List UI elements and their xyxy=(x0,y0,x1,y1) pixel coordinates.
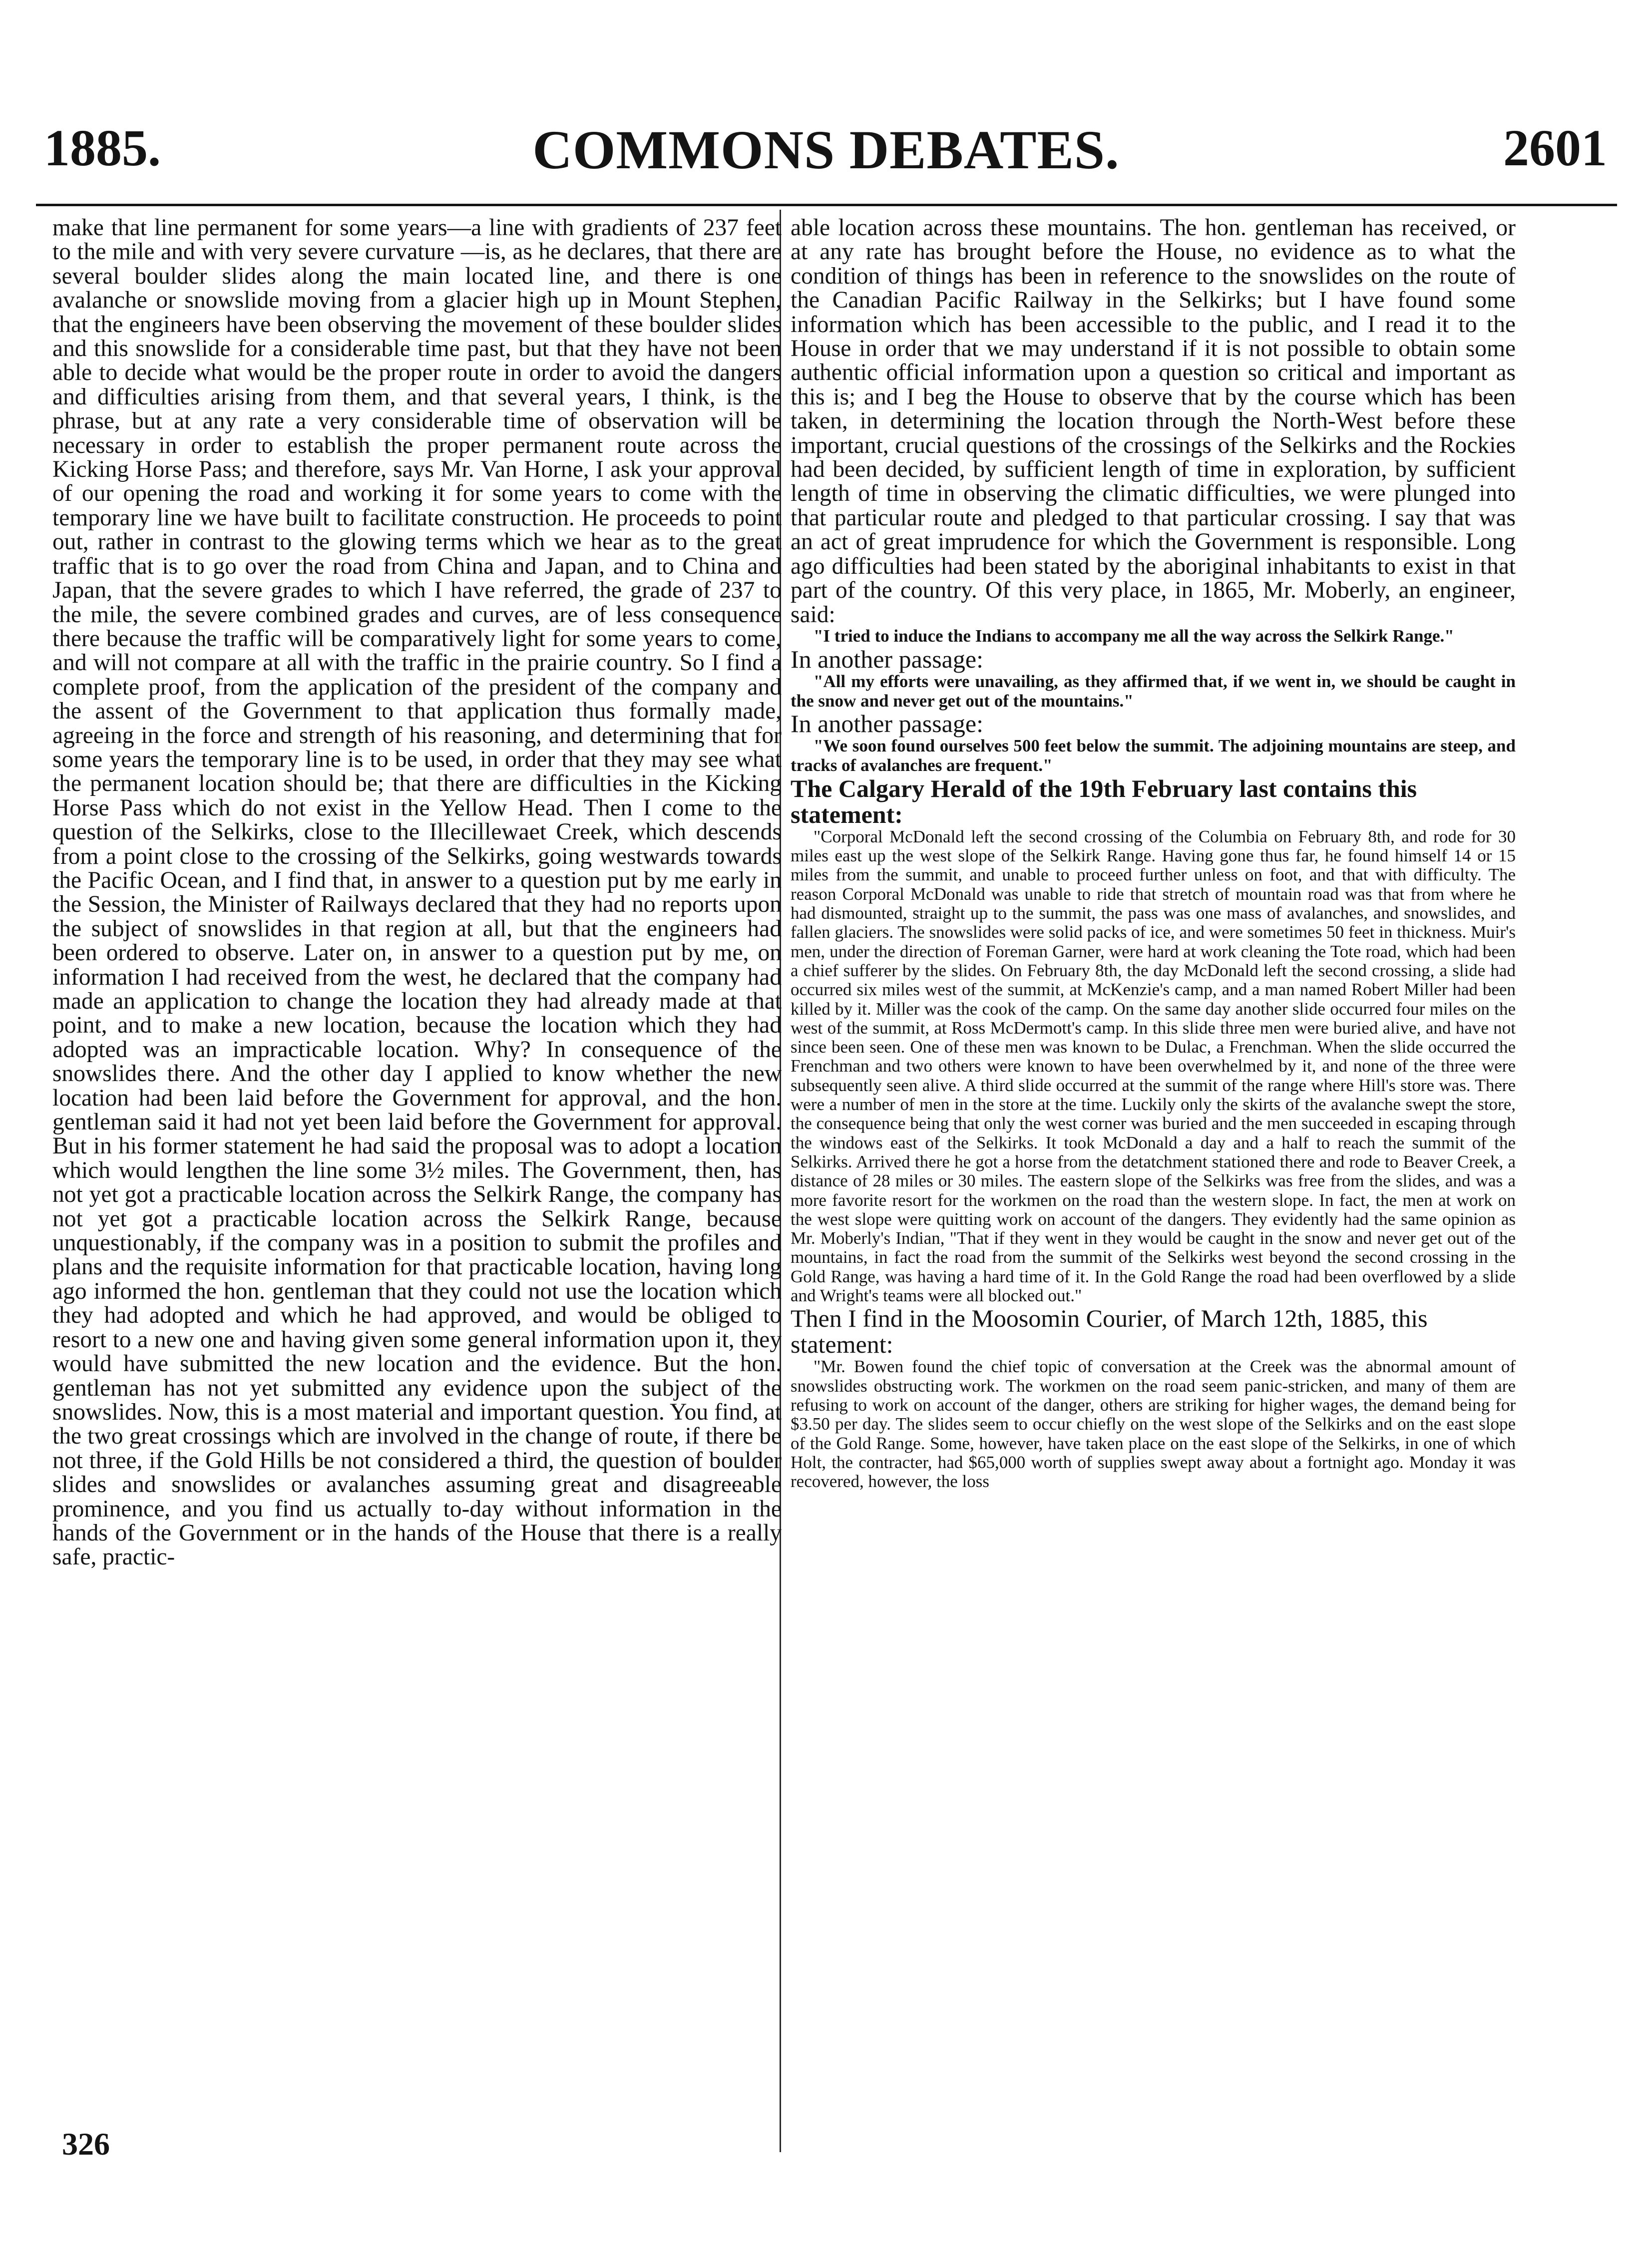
intro-moosomin-courier: Then I find in the Moosomin Courier, of March 12th, 1885, this statement: xyxy=(791,1304,1428,1359)
header-rule xyxy=(36,204,1617,206)
quote-calgary-herald: "Corporal McDonald left the second crossing of the Columbia on February 8th, and rode for 30 miles east up the west slope of the Selkirk Range. Having gone thus far, he found himself 14 or 15 miles from the summit, and unable to proceed further unless on foot, and that with difficulty. The reason Corporal McDonald was unable to ride that stretch of mountain road was that from where he had dismounted, straight up to the summit, the pass was one mass of avalanches, and snowslides, and fallen glaciers. The snowslides were solid packs of ice, and were sometimes 50 feet in thickness. Muir's men, under the direction of Foreman Garner, were hard at work cleaning the Tote road, which had been a chief sufferer by the slides. On February 8th, the day McDonald left the second crossing, a slide had occurred six miles west of the summit, at McKenzie's camp, and a man named Robert Miller had been killed by it. Miller was the cook of the camp. On the same day another slide occurred four miles on the west of the summit, at Ross McDermott's camp. In this slide three men were buried alive, and have not since been seen. One of these men was known to be Dulac, a Frenchman. When the slide occurred the Frenchman and two others were known to have been overwhelmed by it, and none of the three were subsequently seen alive. A third slide occurred at the summit of the range where Hill's store was. There were a number of men in the store at the time. Luckily only the skirts of the avalanche swept the store, the consequence being that only the west corner was buried and the men succeeded in escaping through the windows east of the Selkirks. It took McDonald a day and a half to reach the summit of the Selkirks. Arrived there he got a horse from the detatchment stationed there and rode to Beaver Creek, a distance of 28 miles or 30 miles. The eastern slope of the Selkirks was free from the slides, and was a more favorite resort for the workmen on the road than the western slope. In fact, the men at work on the west slope were quitting work on account of the dangers. They evidently had the same opinion as Mr. Moberly's Indian, "That if they went in they would be caught in the snow and never get out of the mountains, in fact the road from the summit of the Selkirks west beyond the second crossing in the Gold Range, was having a hard time of it. In the Gold Range the road had been overflowed by a slide and Wright's teams were all blocked out." xyxy=(791,826,1516,1306)
right-column xyxy=(791,216,1516,1491)
quote-moberly-2: "All my efforts were unavailing, as they affirmed that, if we went in, we should be caught in the snow and never get out of the mountains." xyxy=(791,671,1516,711)
page-number: 2601 xyxy=(1503,119,1607,177)
intro-another-passage-2: In another passage: xyxy=(791,710,983,738)
page-title: COMMONS DEBATES. xyxy=(532,119,1120,180)
quote-moberly-1: "I tried to induce the Indians to accompany me all the way across the Selkirk Range." xyxy=(814,626,1454,646)
left-column xyxy=(52,216,782,1569)
signature-number: 326 xyxy=(62,2126,110,2162)
header-year: 1885. xyxy=(44,119,161,177)
intro-calgary-herald: The Calgary Herald of the 19th February last contains this statement: xyxy=(791,774,1417,828)
quote-moberly-3: "We soon found ourselves 500 feet below the summit. The adjoining mountains are steep, and tracks of avalanches are frequent." xyxy=(791,736,1516,775)
intro-another-passage-1: In another passage: xyxy=(791,645,983,673)
left-column-text: make that line permanent for some years—a line with gradients of 237 feet to the mile and with very severe curvature —is, as he declares, that there are several boulder slides along the main located line, and there is one avalanche or snowslide moving from a glacier high up in Mount Stephen, that the engineers have been observing the movement of these boulder slides and this snowslide for a considerable time past, but that they have not been able to decide what would be the proper route in order to avoid the dangers and difficulties arising from them, and that several years, I think, is the phrase, but at any rate a very considerable time of observation will be necessary in order to establish the proper permanent route across the Kicking Horse Pass; and therefore, says Mr. Van Horne, I ask your approval of our opening the road and working it for some years to come with the temporary line we have built to facilitate construction. He proceeds to point out, rather in contrast to the glowing terms which we hear as to the great traffic that is to go over the road from China and Japan, and to China and Japan, that the severe grades to which I have referred, the grade of 237 to the mile, the severe combined grades and curves, are of less consequence there because the traffic will be comparatively light for some years to come, and will not compare at all with the traffic in the prairie country. So I find a complete proof, from the application of the president of the company and the assent of the Government to that application thus formally made, agreeing in the force and strength of his reasoning, and determining that for some years the temporary line is to be used, in order that they may see what the permanent location should be; that there are difficulties in the Kicking Horse Pass which do not exist in the Yellow Head. Then I come to the question of the Selkirks, close to the Illecillewaet Creek, which descends from a point close to the crossing of the Selkirks, going westwards towards the Pacific Ocean, and I find that, in answer to a question put by me early in the Session, the Minister of Railways declared that they had no reports upon the subject of snowslides in that region at all, but that the engineers had been ordered to observe. Later on, in answer to a question put by me, on information I had received from the west, he declared that the company had made an application to change the location they had already made at that point, and to make a new location, because the location which they had adopted was an impracticable location. Why? In consequence of the snowslides there. And the other day I applied to know whether the new location had been laid before the Government for approval, and the hon. gentleman said it had not yet been laid before the Government for approval. But in his former statement he had said the proposal was to adopt a location which would lengthen the line some 3½ miles. The Government, then, has not yet got a practicable location across the Selkirk Range, the company has not yet got a practicable location across the Selkirk Range, because unquestionably, if the company was in a position to submit the profiles and plans and the requisite information for that practicable location, having long ago informed the hon. gentleman that they could not use the location which they had adopted and which he had approved, and would be obliged to resort to a new one and having given some general information upon it, they would have submitted the new location and the evidence. But the hon. gentleman has not yet submitted any evidence upon the subject of the snowslides. Now, this is a most material and important question. You find, at the two great crossings which are involved in the change of route, if there be not three, if the Gold Hills be not considered a third, the question of boulder slides and snowslides or avalanches assuming great and disagreeable prominence, and you find us actually to-day without information in the hands of the Government or in the hands of the House that there is a really safe, practic- xyxy=(52,215,782,1570)
right-column-opening: able location across these mountains. The hon. gentleman has received, or at any rate has brought before the House, no evidence as to what the condition of things has been in reference to the snowslides on the route of the Canadian Pacific Railway in the Selkirks; but I have found some information which has been accessible to the public, and I read it to the House in order that we may understand if it is not possible to obtain some authentic official information upon a question so critical and important as this is; and I beg the House to observe that by the course which has been taken, in determining the location through the North-West before these important, crucial questions of the crossings of the Selkirks and the Rockies had been decided, by sufficient length of time in exploration, by sufficient length of time in observing the climatic difficulties, we were plunged into that particular route and pledged to that particular crossing. I say that was an act of great imprudence for which the Government is responsible. Long ago difficulties had been stated by the aboriginal inhabitants to exist in that part of the country. Of this very place, in 1865, Mr. Moberly, an engineer, said: xyxy=(791,215,1516,628)
quote-moosomin-courier: "Mr. Bowen found the chief topic of conversation at the Creek was the abnormal amount of snowslides obstructing work. The workmen on the road seem panic-stricken, and many of them are refusing to work on account of the danger, others are striking for higher wages, the demand being for $3.50 per day. The slides seem to occur chiefly on the west slope of the Selkirks and on the east slope of the Gold Range. Some, however, have taken place on the east slope of the Selkirks, in one of which Holt, the contracter, had $65,000 worth of supplies swept away about a fortnight ago. Monday it was recovered, however, the loss xyxy=(791,1357,1516,1492)
